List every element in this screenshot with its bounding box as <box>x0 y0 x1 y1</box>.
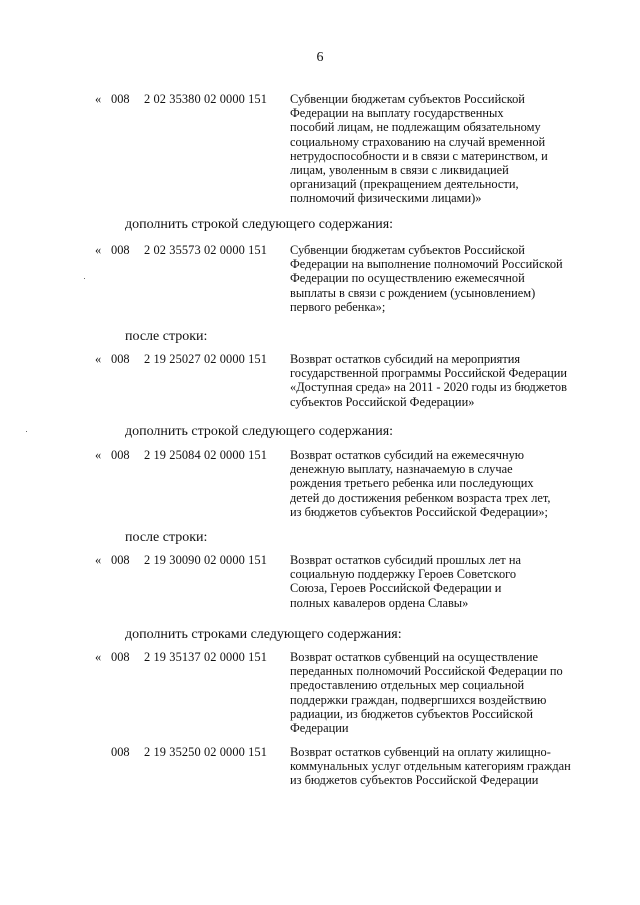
entry-description <box>290 448 590 519</box>
description-line: Возврат остатков субсидий прошлых лет на <box>290 553 521 567</box>
admin-code: 008 <box>111 448 130 462</box>
description-line: из бюджетов субъектов Российской Федерации <box>290 773 539 788</box>
description-line: Федерации по осуществлению ежемесячной <box>290 271 525 286</box>
opening-quote: « <box>95 352 102 366</box>
opening-quote: « <box>95 243 102 257</box>
description-line: «Доступная среда» на 2011 - 2020 годы из бюджетов <box>290 380 567 395</box>
description-line: выплаты в связи с рождением (усыновлением) <box>290 285 536 300</box>
description-line: организаций (прекращением деятельности, <box>290 177 519 192</box>
budget-classification-code: 2 19 35250 02 0000 151 <box>144 745 268 759</box>
description-line: лицам, уволенным в связи с ликвидацией <box>290 163 509 178</box>
instruction-phrase: после строки: <box>125 530 208 545</box>
entry-description <box>290 243 590 314</box>
description-line: пособий лицам, не подлежащим обязательному <box>290 120 541 135</box>
description-line: радиации, из бюджетов субъектов Российской <box>290 706 533 721</box>
description-line: нетрудоспособности и в связи с материнством, и <box>290 148 548 163</box>
description-line: полномочий физическими лицами)» <box>290 191 482 206</box>
description-line: Федерации на выполнение полномочий Российской <box>290 257 563 272</box>
description-line: Возврат остатков субсидий на мероприятия <box>290 352 521 366</box>
opening-quote: « <box>95 448 102 462</box>
description-line: Возврат остатков субсидий на ежемесячную <box>290 448 525 462</box>
description-line: Субвенции бюджетам субъектов Российской <box>290 92 525 106</box>
description-line: Союза, Героев Российской Федерации и <box>290 581 502 596</box>
description-line: субъектов Российской Федерации» <box>290 394 475 409</box>
opening-quote: « <box>95 553 102 567</box>
description-line: Возврат остатков субвенций на осуществление <box>290 650 539 664</box>
admin-code: 008 <box>111 243 130 257</box>
description-line: государственной программы Российской Федерации <box>290 366 567 381</box>
description-line: коммунальных услуг отдельным категориям граждан <box>290 759 571 774</box>
budget-classification-code: 2 19 35137 02 0000 151 <box>144 650 268 664</box>
scan-speck <box>26 431 27 432</box>
description-line: переданных полномочий Российской Федерации по <box>290 664 563 679</box>
description-line: поддержки граждан, подвергшихся воздействию <box>290 692 547 707</box>
admin-code: 008 <box>111 745 130 759</box>
instruction-phrase: дополнить строкой следующего содержания: <box>125 424 394 439</box>
opening-quote: « <box>95 92 102 106</box>
opening-quote: « <box>95 650 102 664</box>
instruction-phrase: дополнить строкой следующего содержания: <box>125 217 394 232</box>
entry-description <box>290 553 590 610</box>
description-line: Возврат остатков субвенций на оплату жилищно- <box>290 745 551 759</box>
budget-classification-code: 2 02 35380 02 0000 151 <box>144 92 268 106</box>
instruction-phrase: после строки: <box>125 329 208 344</box>
description-line: детей до достижения ребенком возраста трех лет, <box>290 490 551 505</box>
entry-description <box>290 745 590 788</box>
description-line: Федерации <box>290 721 349 736</box>
description-line: первого ребенка»; <box>290 299 386 314</box>
description-line: Федерации на выплату государственных <box>290 106 504 121</box>
description-line: социальному страхованию на случай временной <box>290 134 546 149</box>
description-line: социальную поддержку Героев Советского <box>290 567 517 582</box>
instruction-phrase: дополнить строками следующего содержания: <box>125 627 402 642</box>
page-number: 6 <box>316 50 324 65</box>
description-line: полных кавалеров ордена Славы» <box>290 595 469 610</box>
admin-code: 008 <box>111 352 130 366</box>
entry-description <box>290 92 590 206</box>
entry-description <box>290 352 590 409</box>
description-line: рождения третьего ребенка или последующих <box>290 476 534 491</box>
scan-speck <box>84 278 85 279</box>
entry-description <box>290 650 590 735</box>
description-line: денежную выплату, назначаемую в случае <box>290 462 513 477</box>
budget-classification-code: 2 19 25084 02 0000 151 <box>144 448 268 462</box>
budget-classification-code: 2 02 35573 02 0000 151 <box>144 243 268 257</box>
description-line: предоставлению отдельных мер социальной <box>290 678 525 693</box>
description-line: Субвенции бюджетам субъектов Российской <box>290 243 525 257</box>
budget-classification-code: 2 19 30090 02 0000 151 <box>144 553 268 567</box>
admin-code: 008 <box>111 92 130 106</box>
description-line: из бюджетов субъектов Российской Федерации»; <box>290 504 548 519</box>
admin-code: 008 <box>111 650 130 664</box>
admin-code: 008 <box>111 553 130 567</box>
budget-classification-code: 2 19 25027 02 0000 151 <box>144 352 268 366</box>
